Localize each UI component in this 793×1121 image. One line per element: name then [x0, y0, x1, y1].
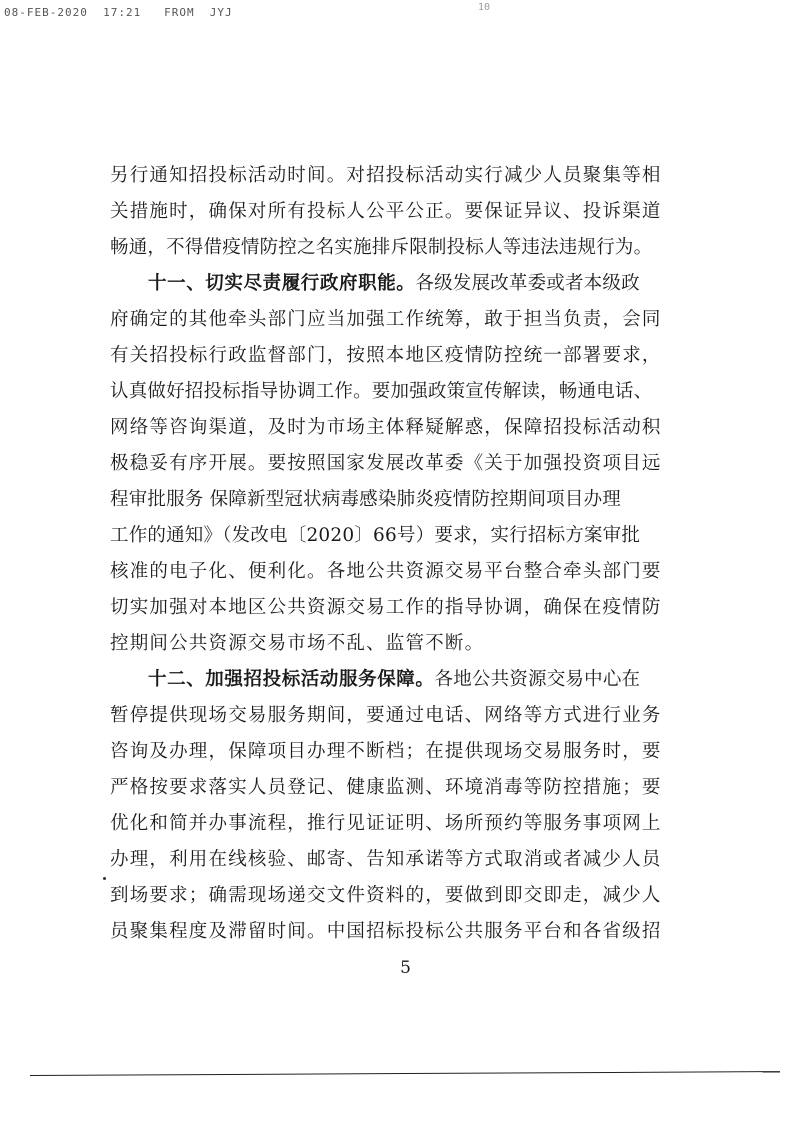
- paragraph-line: 另行通知招投标活动时间。对招投标活动实行减少人员聚集等相: [110, 165, 662, 186]
- paragraph-line: 优化和简并办事流程，推行见证证明、场所预约等服务事项网上: [110, 813, 662, 834]
- paragraph-line: 关措施时，确保对所有投标人公平公正。要保证异议、投诉渠道: [110, 201, 662, 222]
- section-eleven-line: [110, 266, 690, 302]
- paragraph-line: 程审批服务 保障新型冠状病毒感染肺炎疫情防控期间项目办理: [110, 489, 621, 510]
- fax-header: 08-FEB-2020 17:21 FROM JYJ: [4, 6, 233, 19]
- paragraph-line: 控期间公共资源交易市场不乱、监管不断。: [110, 633, 485, 654]
- section-twelve-line: [110, 662, 690, 698]
- page-number: 5: [400, 958, 411, 978]
- paragraph-line: 府确定的其他牵头部门应当加强工作统筹，敢于担当负责，会同: [110, 309, 662, 330]
- paragraph-line: 切实加强对本地区公共资源交易工作的指导协调，确保在疫情防: [110, 597, 662, 618]
- paragraph-line: 暂停提供现场交易服务期间，要通过电话、网络等方式进行业务: [110, 705, 662, 726]
- section-eleven-heading: 十一、切实尽责履行政府职能。: [148, 273, 416, 294]
- paragraph-line: 到场要求；确需现场递交文件资料的，要做到即交即走，减少人: [110, 885, 662, 906]
- paragraph-line: 员聚集程度及滞留时间。中国招标投标公共服务平台和各省级招: [110, 921, 662, 942]
- document-body: [110, 158, 690, 950]
- paragraph-line: 有关招投标行政监督部门，按照本地区疫情防控统一部署要求，: [110, 345, 662, 366]
- paragraph-line: 极稳妥有序开展。要按照国家发展改革委《关于加强投资项目远: [110, 453, 662, 474]
- paragraph-line: 工作的通知》（发改电〔2020〕66号）要求，实行招标方案审批: [110, 525, 641, 546]
- paragraph-line: 办理，利用在线核验、邮寄、告知承诺等方式取消或者减少人员: [110, 849, 662, 870]
- scan-speck: [103, 877, 106, 880]
- section-eleven-text: 各级发展改革委或者本级政: [415, 273, 640, 294]
- footer-rule: [30, 1071, 780, 1076]
- section-twelve-text: 各地公共资源交易中心在: [434, 669, 641, 690]
- paragraph-line: 认真做好招投标指导协调工作。要加强政策宣传解读，畅通电话、: [110, 381, 653, 402]
- section-twelve-heading: 十二、加强招投标活动服务保障。: [148, 669, 435, 690]
- paragraph-line: 咨询及办理，保障项目办理不断档；在提供现场交易服务时，要: [110, 741, 662, 762]
- fax-page-mark: 10: [478, 2, 491, 13]
- paragraph-line: 网络等咨询渠道，及时为市场主体释疑解惑，保障招投标活动积: [110, 417, 662, 438]
- paragraph-line: 严格按要求落实人员登记、健康监测、环境消毒等防控措施；要: [110, 777, 662, 798]
- paragraph-line: 核准的电子化、便利化。各地公共资源交易平台整合牵头部门要: [110, 561, 662, 582]
- paragraph-line: 畅通，不得借疫情防控之名实施排斥限制投标人等违法违规行为。: [110, 237, 653, 258]
